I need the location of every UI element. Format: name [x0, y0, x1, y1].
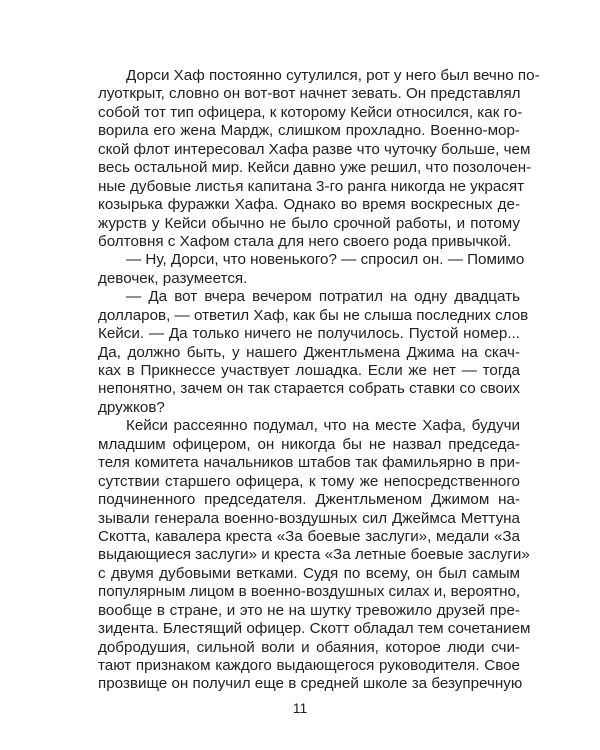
text-line: младшим офицером, он никогда бы не назвал председа- [98, 435, 520, 453]
text-line: подчиненного председателя. Джентльменом Джимом на- [98, 491, 520, 509]
page-number: 11 [292, 700, 308, 716]
text-line: популярным лицом в военно-воздушных силах и, вероятно, [98, 583, 521, 601]
text-line: ках в Прикнессе участвует лошадка. Если же нет — тогда [98, 362, 520, 379]
text-line: девочек, разумеется. [98, 269, 248, 287]
text-line: журств у Кейси обычно не было срочной работы, и потому [98, 214, 520, 232]
text-line: ворила его жена Мардж, слишком прохладно. Военно-мор- [98, 122, 520, 140]
text-line: собой тот тип офицера, к которому Кейси относился, как го- [98, 103, 523, 121]
text-line: Кейси. — Да только ничего не получилось. Пустой номер... [98, 325, 520, 343]
text-line: зывали генерала военно-воздушных сил Джеймса Меттуна [98, 509, 520, 527]
text-line: луоткрыт, словно он вот-вот начнет зевать. Он представлял [98, 85, 521, 103]
text-line: дружков? [98, 398, 165, 416]
text-line: козырька фуражки Хафа. Однако во время воскресных де- [98, 196, 520, 214]
text-line: — Да вот вчера вечером потратил на одну двадцать [126, 288, 520, 306]
text-line: Дорси Хаф постоянно сутулился, рот у него был вечно по- [126, 67, 540, 84]
text-line: весь остальной мир. Кейси давно уже решил, что позолочен- [98, 159, 532, 177]
text-line: долларов, — ответил Хаф, как бы не слыша последних слов [98, 306, 529, 324]
text-line: теля комитета начальников штабов так фамильярно в при- [98, 454, 520, 472]
text-line: ные дубовые листья капитана 3-го ранга никогда не украсят [98, 177, 525, 195]
text-line: Кейси рассеянно подумал, что на месте Хафа, будучи [126, 417, 520, 435]
text-line: с двумя дубовыми ветками. Судя по всему, он был самым [98, 564, 520, 582]
text-line: зидента. Блестящий офицер. Скотт обладал тем сочетанием [98, 620, 531, 638]
text-line: прозвище он получил еще в средней школе за безупречную [98, 675, 523, 693]
text-line: добродушия, сильной воли и обаяния, которое люди счи- [98, 638, 520, 656]
text-line: Да, должно быть, у нашего Джентльмена Джима на скач- [98, 343, 520, 361]
book-page-text [98, 67, 540, 694]
text-line: ской флот интересовал Хафа разве что чуточку больше, чем [98, 140, 531, 158]
text-line: болтовня с Хафом стала для него своего рода привычкой. [98, 232, 512, 250]
text-line: — Ну, Дорси, что новенького? — спросил он. — Помимо [126, 251, 525, 269]
text-line: тают признаком каждого выдающегося руководителя. Свое [98, 657, 520, 674]
text-line: сутствии старшего офицера, к тому же непосредственного [98, 472, 520, 490]
text-line: Скотта, кавалера креста «За боевые заслуги», медали «За [98, 527, 520, 545]
text-line: непонятно, зачем он так старается собрать ставки со своих [98, 380, 520, 398]
text-line: вообще в стране, и это не на шутку тревожило друзей пре- [98, 601, 520, 619]
text-line: выдающиеся заслуги» и креста «За летные боевые заслуги» [98, 546, 530, 564]
